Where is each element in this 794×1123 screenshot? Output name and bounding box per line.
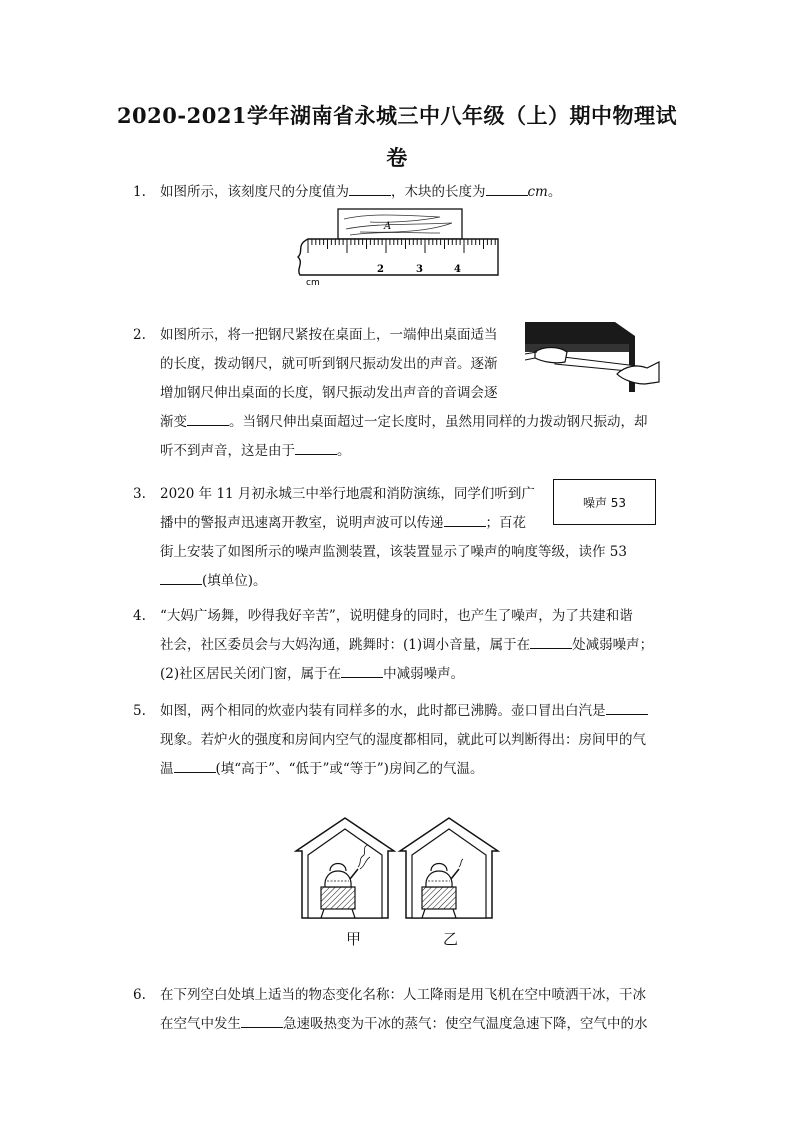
answer-blank[interactable] <box>444 512 486 527</box>
question-number: 2. <box>133 327 146 343</box>
stove <box>422 887 456 909</box>
question-number: 1. <box>133 184 146 200</box>
question-text: 播中的警报声迅速离开教室，说明声波可以传递 <box>160 515 444 531</box>
tick-label: 3 <box>416 264 423 275</box>
unit-text: cm <box>527 184 548 200</box>
answer-blank[interactable] <box>160 570 202 585</box>
house-label-yi: 乙 <box>443 930 459 948</box>
question-text: 在空气中发生 <box>160 1016 241 1032</box>
question-text: 如图所示，将一把钢尺紧按在桌面上，一端伸出桌面适当 <box>160 327 498 343</box>
question-text: (填单位)。 <box>202 573 267 589</box>
tick-label: 2 <box>377 264 384 275</box>
houses-figure <box>294 815 500 920</box>
answer-blank[interactable] <box>349 181 391 196</box>
ruler-figure <box>290 205 502 291</box>
question-text: 。当钢尺伸出桌面超过一定长度时，虽然用同样的力拨动钢尺振动，却 <box>229 414 648 430</box>
question-text: 在下列空白处填上适当的物态变化名称：人工降雨是用飞机在空中喷洒干冰，干冰 <box>160 987 646 1003</box>
house-label-jia: 甲 <box>346 930 362 948</box>
question-text: 听不到声音，这是由于 <box>160 443 295 459</box>
question-text: 处减弱噪声； <box>572 637 654 653</box>
question-text: 社会，社区委员会与大妈沟通，跳舞时：(1)调小音量，属于在 <box>160 637 531 653</box>
question-text: ；百花 <box>485 515 526 531</box>
question-number: 4. <box>133 608 146 624</box>
question-text: (填“高于”、“低于”或“等于”)房间乙的气温。 <box>215 761 484 777</box>
question-number: 5. <box>133 703 146 719</box>
question-text: 增加钢尺伸出桌面的长度，钢尺振动发出声音的音调会逐 <box>160 385 498 401</box>
question-text: 如图所示，该刻度尺的分度值为 <box>160 184 349 200</box>
pressing-hand <box>535 348 567 363</box>
steel-ruler-figure <box>525 322 661 394</box>
question-number: 6. <box>133 987 146 1003</box>
question-text: 。 <box>337 443 351 459</box>
question-text: 渐变 <box>160 414 187 430</box>
answer-blank[interactable] <box>486 181 528 196</box>
question-text: 2020 年 11 月初永城三中举行地震和消防演练，同学们听到广 <box>160 486 535 502</box>
question-text: ，木块的长度为 <box>391 184 486 200</box>
question-text: 温 <box>160 761 174 777</box>
question-text: 街上安装了如图所示的噪声监测装置，该装置显示了噪声的响度等级，读作 53 <box>160 544 627 560</box>
question-text: (2)社区居民关闭门窗，属于在 <box>160 666 342 682</box>
answer-blank[interactable] <box>341 663 383 678</box>
answer-blank[interactable] <box>241 1013 283 1028</box>
question-text: 急速吸热变为干冰的蒸气：使空气温度急速下降，空气中的水 <box>283 1016 648 1032</box>
question-text: 。 <box>547 184 562 200</box>
stove <box>321 887 355 909</box>
block-label: A <box>384 221 392 232</box>
answer-blank[interactable] <box>530 634 572 649</box>
house-jia <box>296 818 394 918</box>
tick-label: 4 <box>454 264 461 275</box>
question-number: 3. <box>133 486 146 502</box>
question-text: “大妈广场舞，吵得我好辛苦”，说明健身的同时，也产生了噪声，为了共建和谐 <box>160 608 633 624</box>
question-text: 现象。若炉火的强度和房间内空气的湿度都相同，就此可以判断得出：房间甲的气 <box>160 732 646 748</box>
house-yi <box>400 818 498 918</box>
answer-blank[interactable] <box>174 758 216 773</box>
page-title-continued: 卷 <box>386 145 408 170</box>
answer-blank[interactable] <box>187 411 229 426</box>
answer-blank[interactable] <box>606 700 648 715</box>
page-title: 2020-2021学年湖南省永城三中八年级（上）期中物理试 <box>116 103 678 128</box>
question-text: 的长度，拨动钢尺，就可听到钢尺振动发出的声音。逐渐 <box>160 356 498 372</box>
question-text: 中减弱噪声。 <box>383 666 465 682</box>
answer-blank[interactable] <box>295 440 337 455</box>
question-text: 如图，两个相同的炊壶内装有同样多的水，此时都已沸腾。壶口冒出白汽是 <box>160 703 606 719</box>
unit-label: cm <box>306 278 320 288</box>
noise-monitor-display: 噪声 53 <box>553 479 656 525</box>
